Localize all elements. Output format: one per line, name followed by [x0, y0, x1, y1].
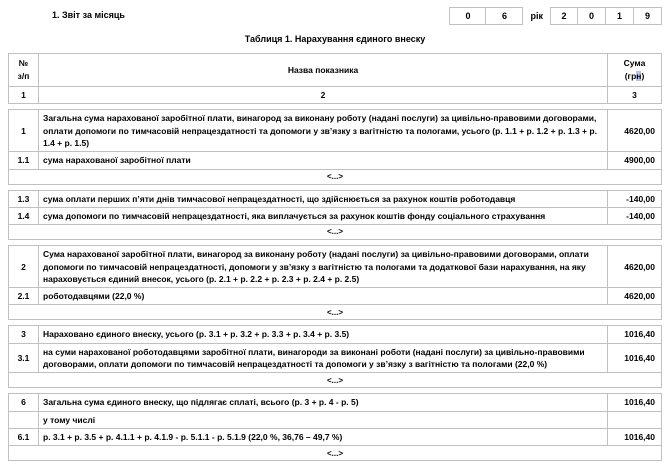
- table-header-block: [8, 53, 662, 104]
- row-number-cell: 2: [9, 246, 39, 288]
- table-row: [9, 343, 662, 373]
- col-header-num-line2: з/п: [17, 71, 30, 81]
- row-name-cell: Нараховано єдиного внеску, усього (р. 3.1 + р. 3.2 + р. 3.3 + р. 3.4 + р. 3.5): [39, 326, 608, 343]
- row-number-cell: 1.3: [9, 190, 39, 207]
- table-row: [9, 207, 662, 224]
- year-digit-cell[interactable]: 2: [550, 7, 578, 25]
- row-name-cell: р. 3.1 + р. 3.5 + р. 4.1.1 + р. 4.1.9 - р. 5.1.1 - р. 5.1.9 (22,0 %, 36,76 – 49,7 %): [39, 429, 608, 446]
- year-label: рік: [530, 11, 543, 21]
- table-row: [9, 288, 662, 305]
- table-section: [8, 109, 662, 184]
- year-digit-boxes: [550, 7, 662, 25]
- table-row: [9, 411, 662, 428]
- section-separator: <...>: [9, 373, 662, 388]
- report-month-label: 1. Звіт за місяць: [52, 10, 125, 20]
- section-separator: <...>: [9, 225, 662, 240]
- row-name-cell: сума нарахованої заробітної плати: [39, 152, 608, 169]
- col-header-num: [9, 54, 39, 87]
- row-amount-cell[interactable]: -140,00: [608, 207, 662, 224]
- row-name-cell: Загальна сума єдиного внеску, що підлягає сплаті, всього (р. 3 + р. 4 - р. 5): [39, 394, 608, 411]
- row-number-cell: 1.4: [9, 207, 39, 224]
- section-separator: <...>: [9, 169, 662, 184]
- section-separator-row: [9, 225, 662, 240]
- col-index-1: 1: [9, 87, 39, 104]
- row-amount-cell[interactable]: [608, 411, 662, 428]
- row-number-cell: 6: [9, 394, 39, 411]
- row-amount-cell[interactable]: 4620,00: [608, 288, 662, 305]
- table-row: [9, 326, 662, 343]
- selection-highlight: н: [636, 71, 642, 81]
- row-number-cell: 3: [9, 326, 39, 343]
- row-amount-cell[interactable]: 1016,40: [608, 429, 662, 446]
- col-header-sum: [608, 54, 662, 87]
- section-separator: <...>: [9, 446, 662, 461]
- year-digit-cell[interactable]: 0: [578, 7, 606, 25]
- row-amount-cell[interactable]: -140,00: [608, 190, 662, 207]
- table-row: [9, 246, 662, 288]
- column-header-row: [9, 54, 662, 87]
- col-header-sum-line1: Сума: [623, 58, 646, 69]
- row-name-cell: Загальна сума нарахованої заробітної плати, винагород за виконану роботу (надані послуги) за цивільно-правовими договорами, оплати допомоги по тимчасовій непрацездатності та допомоги у зв’язку з вагітністю та пологами, усього (р. 1.1 + р. 1.2 + р. 1.3 + р. 1.4 + р. 1.5): [39, 110, 608, 152]
- row-number-cell: 2.1: [9, 288, 39, 305]
- col-index-2: 2: [39, 87, 608, 104]
- col-header-sum-pre: (гр: [624, 71, 637, 81]
- table-row: [9, 190, 662, 207]
- col-header-sum-post: ): [641, 71, 645, 81]
- period-fields: [449, 7, 662, 25]
- row-number-cell: 1.1: [9, 152, 39, 169]
- row-number-cell: 3.1: [9, 343, 39, 373]
- year-digit-cell[interactable]: 1: [606, 7, 634, 25]
- row-amount-cell[interactable]: 4620,00: [608, 246, 662, 288]
- row-number-cell: 6.1: [9, 429, 39, 446]
- row-amount-cell[interactable]: 1016,40: [608, 343, 662, 373]
- table-row: [9, 110, 662, 152]
- section-separator-row: [9, 373, 662, 388]
- row-amount-cell[interactable]: 4620,00: [608, 110, 662, 152]
- table-row: [9, 152, 662, 169]
- month-digit-cell[interactable]: 6: [486, 7, 523, 25]
- row-name-cell: у тому числі: [39, 411, 608, 428]
- row-name-cell: сума оплати перших п’яти днів тимчасової непрацездатності, що здійснюється за рахунок коштів роботодавця: [39, 190, 608, 207]
- table-row: [9, 429, 662, 446]
- row-name-cell: Сума нарахованої заробітної плати, винагород за виконану роботу (надані послуги) за цивільно-правовими договорами, оплати допомоги по тимчасовій непрацездатності, допомоги у зв’язку з вагітністю та пологами та додаткової бази нарахування, на яку нараховується єдиний внесок, усього (р. 2.1 + р. 2.2 + р. 2.3 + р. 2.4 + р. 2.5): [39, 246, 608, 288]
- month-digit-boxes: [449, 7, 523, 25]
- report-period-row: [8, 7, 662, 25]
- row-number-cell: 1: [9, 110, 39, 152]
- row-name-cell: на суми нарахованої роботодавцями заробітної плати, винагороди за виконані роботи (надані послуги) за цивільно-правовими договорами, оплати допомоги по тимчасовій непрацездатності та допомоги у зв’язку з вагітністю та пологами (22,0 %): [39, 343, 608, 373]
- month-digit-cell[interactable]: 0: [449, 7, 486, 25]
- table-row: [9, 394, 662, 411]
- section-separator-row: [9, 446, 662, 461]
- row-amount-cell[interactable]: 1016,40: [608, 394, 662, 411]
- col-header-name: Назва показника: [39, 54, 608, 87]
- section-separator-row: [9, 169, 662, 184]
- year-digit-cell[interactable]: 9: [634, 7, 662, 25]
- row-amount-cell[interactable]: 4900,00: [608, 152, 662, 169]
- section-separator: <...>: [9, 305, 662, 320]
- table-section: [8, 325, 662, 388]
- column-number-row: [9, 87, 662, 104]
- row-name-cell: роботодавцями (22,0 %): [39, 288, 608, 305]
- row-amount-cell[interactable]: 1016,40: [608, 326, 662, 343]
- col-header-num-line1: №: [18, 58, 29, 69]
- table-section: [8, 393, 662, 461]
- row-number-cell: [9, 411, 39, 428]
- table-section: [8, 245, 662, 320]
- table-title: Таблиця 1. Нарахування єдиного внеску: [244, 34, 426, 44]
- section-separator-row: [9, 305, 662, 320]
- row-name-cell: сума допомоги по тимчасовій непрацездатності, яка виплачується за рахунок коштів фонду соціального страхування: [39, 207, 608, 224]
- table-section: [8, 190, 662, 241]
- col-index-3: 3: [608, 87, 662, 104]
